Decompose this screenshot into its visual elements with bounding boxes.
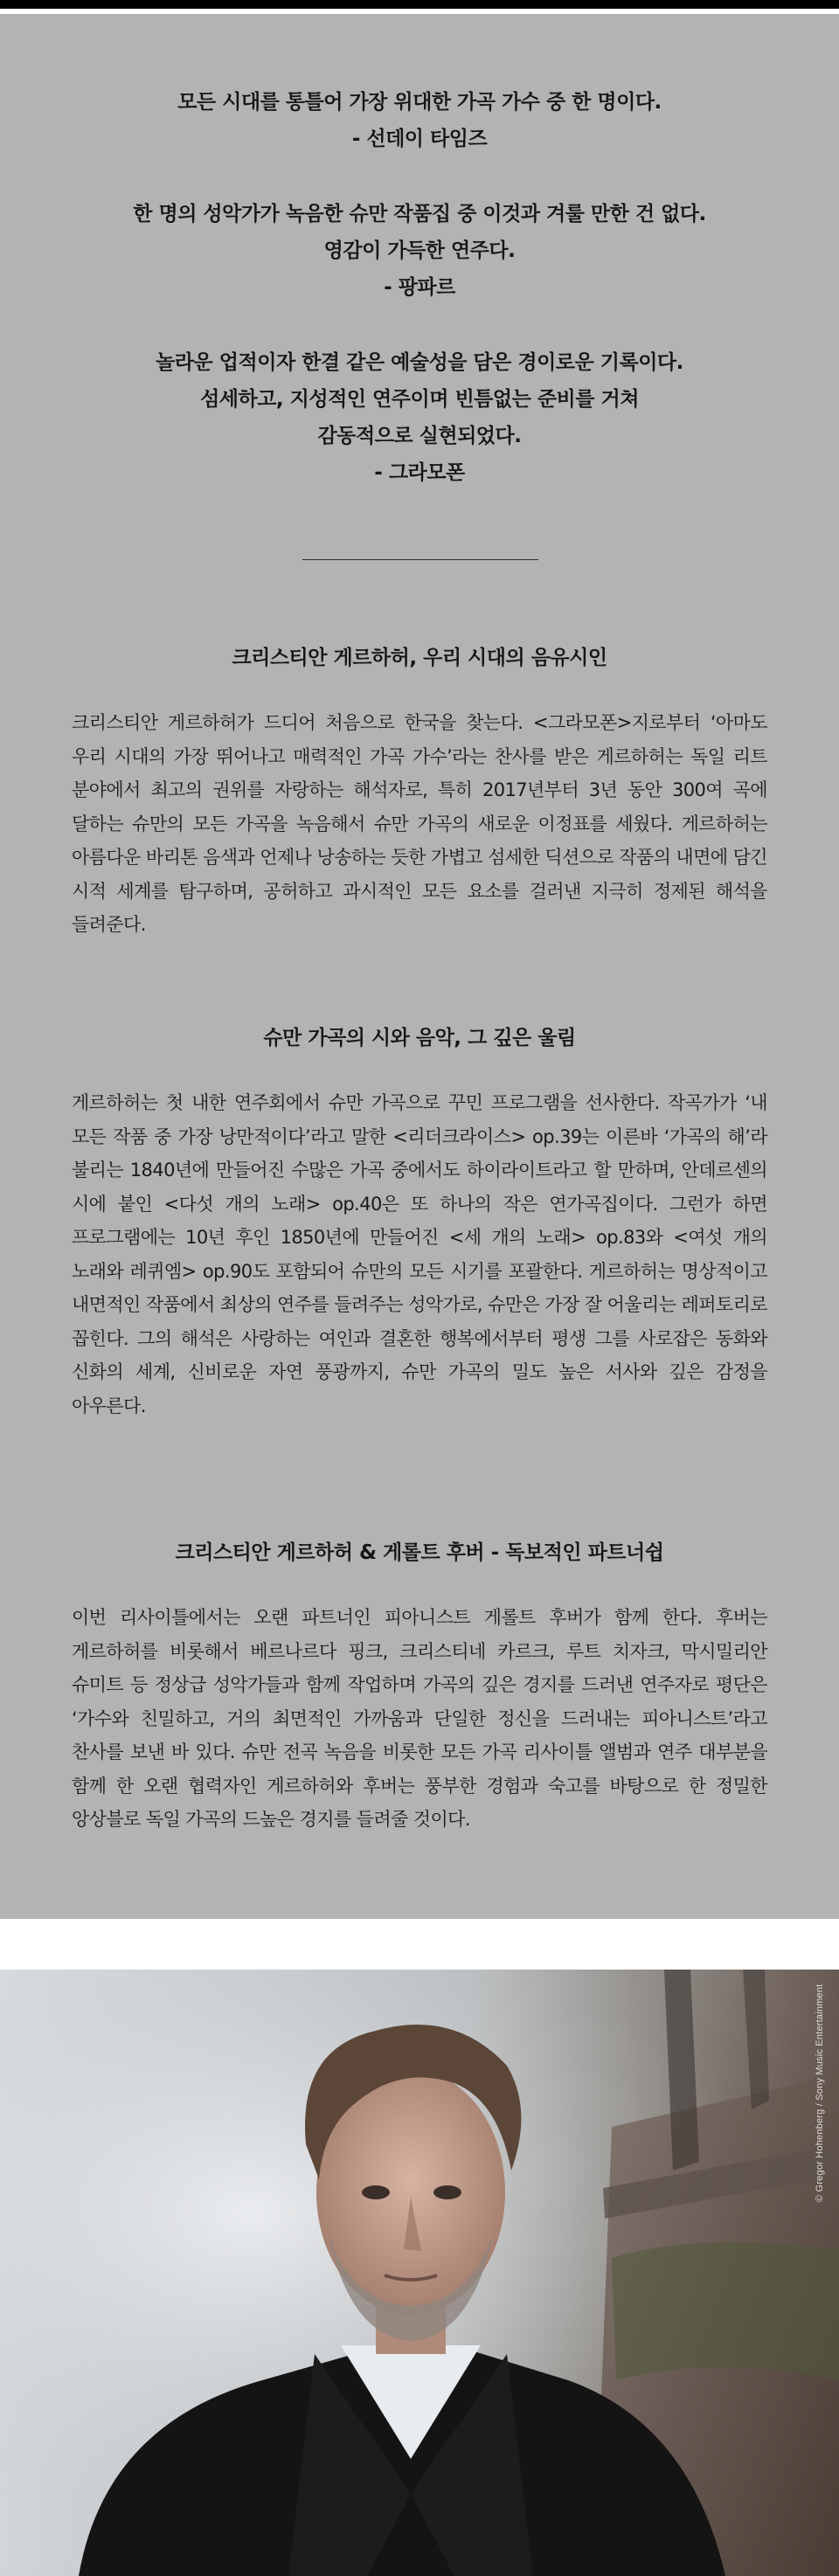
section-title: 크리스티안 게르하허 & 게롤트 후버 - 독보적인 파트너쉽 [175, 1541, 664, 1564]
divider-line [302, 559, 538, 560]
quote-text: 감동적으로 실현되었다. [317, 425, 522, 447]
section-schumann-program [72, 1025, 767, 1423]
section-partnership [72, 1540, 767, 1837]
photo-credit: © Gregor Hohenberg / Sony Music Entertainment [815, 1984, 825, 2202]
section-title: 크리스티안 게르하허, 우리 시대의 음유시인 [232, 647, 607, 669]
quote-fanfare [0, 196, 839, 306]
section-artist-intro [72, 645, 767, 942]
quote-text: 영감이 가득한 연주다. [323, 239, 516, 262]
quote-source: - 팡파르 [384, 276, 455, 299]
quote-source: - 선데이 타임즈 [351, 128, 488, 150]
quote-gramophone [0, 344, 839, 491]
top-rule [0, 0, 839, 9]
quote-sunday-times [0, 84, 839, 157]
section-body: 크리스티안 게르하허가 드디어 처음으로 한국을 찾는다. <그라모폰>지로부터 ‘아마도 우리 시대의 가장 뛰어나고 매력적인 가곡 가수’라는 찬사를 받은 게르하허는 독일 리트 분야에서 최고의 권위를 자랑하는 해석자로, 특히 2017년부터 3년 동안 300여 곡에 달하는 슈만의 모든 가곡을 녹음해서 슈만 가곡의 새로운 이정표를 세웠다. 게르하허는 아름다운 바리톤 음색과 언제나 낭송하는 듯한 가볍고 섬세한 딕션으로 작품의 내면에 담긴 시적 세계를 탐구하며, 공허하고 과시적인 모든 요소를 걸러낸 지극히 정제된 해석을 들려준다. [72, 712, 767, 935]
quote-text: 모든 시대를 통틀어 가장 위대한 가곡 가수 중 한 명이다. [177, 91, 662, 114]
quote-text: 놀라운 업적이자 한결 같은 예술성을 담은 경이로운 기록이다. [156, 351, 683, 374]
section-body: 이번 리사이틀에서는 오랜 파트너인 피아니스트 게롤트 후버가 함께 한다. 후버는 게르하허를 비롯해서 베르나르다 핑크, 크리스티네 카르크, 루트 치자크, 막시밀리안 슈미트 등 정상급 성악가들과 함께 작업하며 가곡의 깊은 경지를 드러낸 연주자로 평단은 ‘가수와 친밀하고, 거의 최면적인 가까움과 단일한 정신을 드러내는 피아니스트’라고 찬사를 보낸 바 있다. 슈만 전곡 녹음을 비롯한 모든 가곡 리사이틀 앨범과 연주 대부분을 함께 한 오랜 협력자인 게르하허와 후버는 풍부한 경험과 숙고를 바탕으로 한 정밀한 앙상블로 독일 가곡의 드높은 경지를 들려줄 것이다. [72, 1607, 767, 1830]
quote-text: 섬세하고, 지성적인 연주이며 빈틈없는 준비를 거쳐 [200, 388, 639, 411]
artist-portrait-photo [0, 1970, 839, 2576]
press-quotes [0, 84, 839, 530]
quote-text: 한 명의 성악가가 녹음한 슈만 작품집 중 이것과 겨룰 만한 건 없다. [133, 203, 706, 225]
quote-source: - 그라모폰 [374, 461, 465, 484]
section-body: 게르하허는 첫 내한 연주회에서 슈만 가곡으로 꾸민 프로그램을 선사한다. 작곡가가 ‘내 모든 작품 중 가장 낭만적이다’라고 말한 <리더크라이스> op.39는 이른바 ‘가곡의 해’라 불리는 1840년에 만들어진 수많은 가곡 중에서도 하이라이트라고 할 만하며, 안데르센의 시에 붙인 <다섯 개의 노래> op.40은 또 하나의 작은 연가곡집이다. 그런가 하면 프로그램에는 10년 후인 1850년에 만들어진 <세 개의 노래> op.83와 <여섯 개의 노래와 레퀴엠> op.90도 포함되어 슈만의 모든 시기를 포괄한다. 게르하허는 명상적이고 내면적인 작품에서 최상의 연주를 들려주는 성악가로, 슈만은 가장 잘 어울리는 레퍼토리로 꼽힌다. 그의 해석은 사랑하는 여인과 결혼한 행복에서부터 평생 그를 사로잡은 동화와 신화의 세계, 신비로운 자연 풍광까지, 슈만 가곡의 밀도 높은 서사와 깊은 감정을 아우른다. [72, 1092, 767, 1416]
portrait-illustration [0, 1970, 839, 2576]
section-title: 슈만 가곡의 시와 음악, 그 깊은 울림 [263, 1027, 576, 1049]
